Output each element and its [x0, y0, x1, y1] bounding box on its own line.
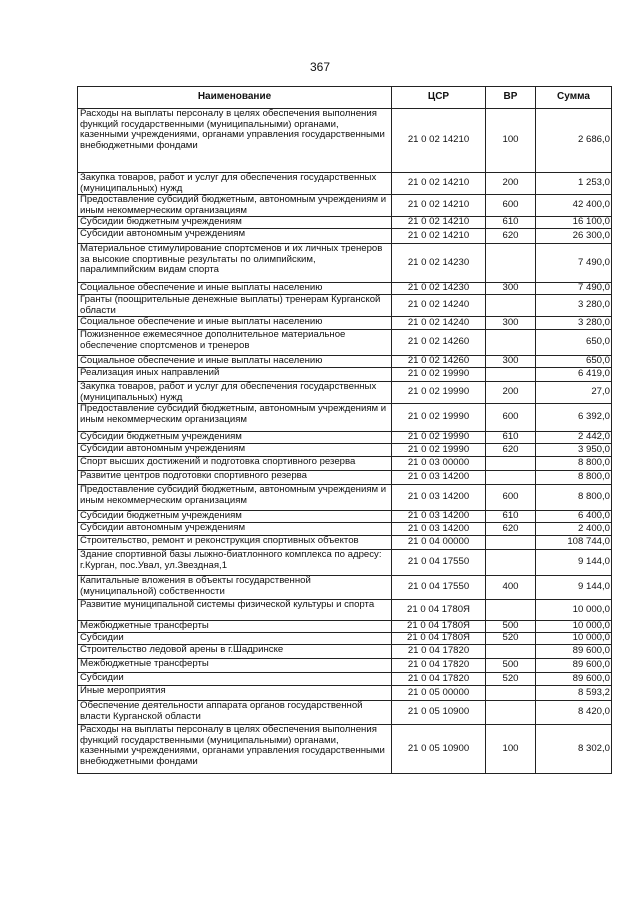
cell-csr: 21 0 02 14240 — [392, 317, 486, 330]
cell-sum: 16 100,0 — [536, 217, 612, 229]
cell-sum: 8 800,0 — [536, 471, 612, 485]
table-row — [78, 295, 612, 317]
table-row — [78, 432, 612, 444]
table-row — [78, 659, 612, 673]
cell-vr: 500 — [486, 659, 536, 673]
cell-csr: 21 0 04 1780Я — [392, 600, 486, 621]
table-row — [78, 229, 612, 244]
table-row — [78, 725, 612, 774]
header-name: Наименование — [78, 87, 392, 109]
table-row — [78, 382, 612, 404]
cell-vr: 610 — [486, 432, 536, 444]
header-csr: ЦСР — [392, 87, 486, 109]
cell-csr: 21 0 04 17820 — [392, 659, 486, 673]
cell-name: Предоставление субсидий бюджетным, автономным учреждениям и иным некоммерческим организациям — [78, 485, 392, 511]
cell-sum: 8 420,0 — [536, 701, 612, 725]
table-row — [78, 523, 612, 536]
cell-csr: 21 0 02 14210 — [392, 229, 486, 244]
table-row — [78, 511, 612, 523]
cell-vr: 610 — [486, 511, 536, 523]
cell-vr: 610 — [486, 217, 536, 229]
cell-sum: 8 302,0 — [536, 725, 612, 774]
table-row — [78, 444, 612, 457]
cell-csr: 21 0 02 14210 — [392, 217, 486, 229]
cell-vr: 300 — [486, 283, 536, 295]
table-row — [78, 621, 612, 633]
cell-csr: 21 0 05 10900 — [392, 725, 486, 774]
cell-name: Гранты (поощрительные денежные выплаты) тренерам Курганской области — [78, 295, 392, 317]
cell-sum: 89 600,0 — [536, 645, 612, 659]
cell-name: Расходы на выплаты персоналу в целях обеспечения выполнения функций государственными (муниципальными) органами, казенными учреждениями, органами управления государственными внебюджетными фондами — [78, 109, 392, 173]
table-row — [78, 244, 612, 283]
cell-csr: 21 0 03 14200 — [392, 511, 486, 523]
cell-name: Межбюджетные трансферты — [78, 621, 392, 633]
cell-sum: 9 144,0 — [536, 576, 612, 600]
cell-csr: 21 0 02 19990 — [392, 444, 486, 457]
cell-csr: 21 0 02 19990 — [392, 404, 486, 432]
cell-sum: 650,0 — [536, 356, 612, 368]
cell-sum: 89 600,0 — [536, 659, 612, 673]
cell-csr: 21 0 04 17550 — [392, 576, 486, 600]
cell-csr: 21 0 02 19990 — [392, 432, 486, 444]
cell-name: Материальное стимулирование спортсменов и их личных тренеров за высокие спортивные результаты по олимпийским, паралимпийским видам спорта — [78, 244, 392, 283]
page-number: 367 — [309, 60, 331, 74]
table-row — [78, 356, 612, 368]
cell-vr: 300 — [486, 356, 536, 368]
cell-name: Закупка товаров, работ и услуг для обеспечения государственных (муниципальных) нужд — [78, 382, 392, 404]
cell-name: Строительство, ремонт и реконструкция спортивных объектов — [78, 536, 392, 550]
table-row — [78, 109, 612, 173]
cell-csr: 21 0 04 17550 — [392, 550, 486, 576]
cell-name: Спорт высших достижений и подготовка спортивного резерва — [78, 457, 392, 471]
header-vr: ВР — [486, 87, 536, 109]
cell-name: Обеспечение деятельности аппарата органов государственной власти Курганской области — [78, 701, 392, 725]
table-row — [78, 633, 612, 645]
cell-sum: 6 400,0 — [536, 511, 612, 523]
cell-sum: 3 280,0 — [536, 317, 612, 330]
cell-csr: 21 0 02 19990 — [392, 382, 486, 404]
cell-sum: 2 400,0 — [536, 523, 612, 536]
cell-name: Субсидии — [78, 633, 392, 645]
cell-name: Субсидии автономным учреждениям — [78, 444, 392, 457]
cell-csr: 21 0 04 17820 — [392, 673, 486, 686]
cell-csr: 21 0 02 14210 — [392, 195, 486, 217]
table-row — [78, 195, 612, 217]
cell-sum: 89 600,0 — [536, 673, 612, 686]
cell-name: Субсидии автономным учреждениям — [78, 523, 392, 536]
cell-vr: 520 — [486, 673, 536, 686]
cell-name: Здание спортивной базы лыжно-биатлонного комплекса по адресу: г.Курган, пос.Увал, ул.Звездная,1 — [78, 550, 392, 576]
table-row — [78, 217, 612, 229]
cell-sum: 6 392,0 — [536, 404, 612, 432]
cell-name: Реализация иных направлений — [78, 368, 392, 382]
cell-sum: 3 950,0 — [536, 444, 612, 457]
table-row — [78, 317, 612, 330]
cell-csr: 21 0 03 14200 — [392, 485, 486, 511]
cell-sum: 1 253,0 — [536, 173, 612, 195]
cell-csr: 21 0 05 00000 — [392, 686, 486, 701]
table-row — [78, 576, 612, 600]
table-row — [78, 283, 612, 295]
cell-sum: 108 744,0 — [536, 536, 612, 550]
cell-name: Субсидии автономным учреждениям — [78, 229, 392, 244]
cell-vr — [486, 645, 536, 659]
cell-name: Предоставление субсидий бюджетным, автономным учреждениям и иным некоммерческим организациям — [78, 404, 392, 432]
header-sum: Сумма — [536, 87, 612, 109]
cell-vr — [486, 244, 536, 283]
cell-name: Закупка товаров, работ и услуг для обеспечения государственных (муниципальных) нужд — [78, 173, 392, 195]
cell-name: Строительство ледовой арены в г.Шадринске — [78, 645, 392, 659]
cell-vr: 100 — [486, 725, 536, 774]
cell-name: Расходы на выплаты персоналу в целях обеспечения выполнения функций государственными (муниципальными) органами, казенными учреждениями, органами управления государственными внебюджетными фондами — [78, 725, 392, 774]
cell-sum: 2 686,0 — [536, 109, 612, 173]
cell-name: Пожизненное ежемесячное дополнительное материальное обеспечение спортсменов и тренеров — [78, 330, 392, 356]
cell-csr: 21 0 04 00000 — [392, 536, 486, 550]
table-body — [78, 109, 612, 774]
cell-vr — [486, 550, 536, 576]
cell-csr: 21 0 05 10900 — [392, 701, 486, 725]
table-row — [78, 485, 612, 511]
cell-name: Развитие центров подготовки спортивного резерва — [78, 471, 392, 485]
cell-vr: 520 — [486, 633, 536, 645]
cell-vr: 600 — [486, 404, 536, 432]
table-row — [78, 600, 612, 621]
cell-csr: 21 0 04 1780Я — [392, 621, 486, 633]
table-row — [78, 457, 612, 471]
cell-vr: 620 — [486, 229, 536, 244]
cell-vr — [486, 536, 536, 550]
cell-name: Социальное обеспечение и иные выплаты населению — [78, 283, 392, 295]
cell-name: Социальное обеспечение и иные выплаты населению — [78, 317, 392, 330]
cell-vr: 200 — [486, 382, 536, 404]
cell-csr: 21 0 03 14200 — [392, 523, 486, 536]
cell-csr: 21 0 02 14210 — [392, 173, 486, 195]
cell-sum: 8 800,0 — [536, 457, 612, 471]
cell-sum: 26 300,0 — [536, 229, 612, 244]
cell-sum: 6 419,0 — [536, 368, 612, 382]
table-row — [78, 471, 612, 485]
cell-sum: 3 280,0 — [536, 295, 612, 317]
cell-name: Капитальные вложения в объекты государственной (муниципальной) собственности — [78, 576, 392, 600]
cell-name: Социальное обеспечение и иные выплаты населению — [78, 356, 392, 368]
cell-csr: 21 0 02 14210 — [392, 109, 486, 173]
cell-sum: 27,0 — [536, 382, 612, 404]
cell-sum: 7 490,0 — [536, 244, 612, 283]
table-row — [78, 686, 612, 701]
cell-name: Иные мероприятия — [78, 686, 392, 701]
cell-vr: 600 — [486, 195, 536, 217]
cell-name: Субсидии — [78, 673, 392, 686]
cell-vr — [486, 686, 536, 701]
table-row — [78, 536, 612, 550]
cell-sum: 10 000,0 — [536, 600, 612, 621]
cell-vr: 600 — [486, 485, 536, 511]
cell-sum: 10 000,0 — [536, 621, 612, 633]
cell-vr: 100 — [486, 109, 536, 173]
cell-vr: 400 — [486, 576, 536, 600]
cell-vr: 500 — [486, 621, 536, 633]
cell-csr: 21 0 02 14260 — [392, 330, 486, 356]
cell-csr: 21 0 02 14230 — [392, 283, 486, 295]
cell-name: Субсидии бюджетным учреждениям — [78, 511, 392, 523]
cell-csr: 21 0 03 14200 — [392, 471, 486, 485]
table-row — [78, 645, 612, 659]
cell-csr: 21 0 04 1780Я — [392, 633, 486, 645]
cell-sum: 42 400,0 — [536, 195, 612, 217]
cell-csr: 21 0 02 19990 — [392, 368, 486, 382]
cell-csr: 21 0 04 17820 — [392, 645, 486, 659]
table-row — [78, 701, 612, 725]
cell-sum: 9 144,0 — [536, 550, 612, 576]
cell-vr — [486, 457, 536, 471]
cell-name: Субсидии бюджетным учреждениям — [78, 217, 392, 229]
table-header-row — [78, 87, 612, 109]
cell-csr: 21 0 02 14230 — [392, 244, 486, 283]
cell-csr: 21 0 03 00000 — [392, 457, 486, 471]
cell-vr: 200 — [486, 173, 536, 195]
cell-name: Развитие муниципальной системы физической культуры и спорта — [78, 600, 392, 621]
cell-vr: 300 — [486, 317, 536, 330]
table-row — [78, 330, 612, 356]
cell-sum: 7 490,0 — [536, 283, 612, 295]
cell-sum: 650,0 — [536, 330, 612, 356]
cell-name: Предоставление субсидий бюджетным, автономным учреждениям и иным некоммерческим организациям — [78, 195, 392, 217]
budget-table — [77, 86, 612, 774]
cell-csr: 21 0 02 14240 — [392, 295, 486, 317]
table-row — [78, 173, 612, 195]
cell-vr — [486, 330, 536, 356]
cell-sum: 10 000,0 — [536, 633, 612, 645]
cell-vr — [486, 600, 536, 621]
table-row — [78, 673, 612, 686]
cell-vr — [486, 701, 536, 725]
cell-name: Межбюджетные трансферты — [78, 659, 392, 673]
table-row — [78, 404, 612, 432]
table-row — [78, 368, 612, 382]
cell-vr: 620 — [486, 523, 536, 536]
cell-vr — [486, 295, 536, 317]
cell-sum: 8 800,0 — [536, 485, 612, 511]
cell-name: Субсидии бюджетным учреждениям — [78, 432, 392, 444]
table-row — [78, 550, 612, 576]
cell-vr — [486, 368, 536, 382]
cell-vr: 620 — [486, 444, 536, 457]
cell-sum: 2 442,0 — [536, 432, 612, 444]
cell-sum: 8 593,2 — [536, 686, 612, 701]
cell-vr — [486, 471, 536, 485]
cell-csr: 21 0 02 14260 — [392, 356, 486, 368]
